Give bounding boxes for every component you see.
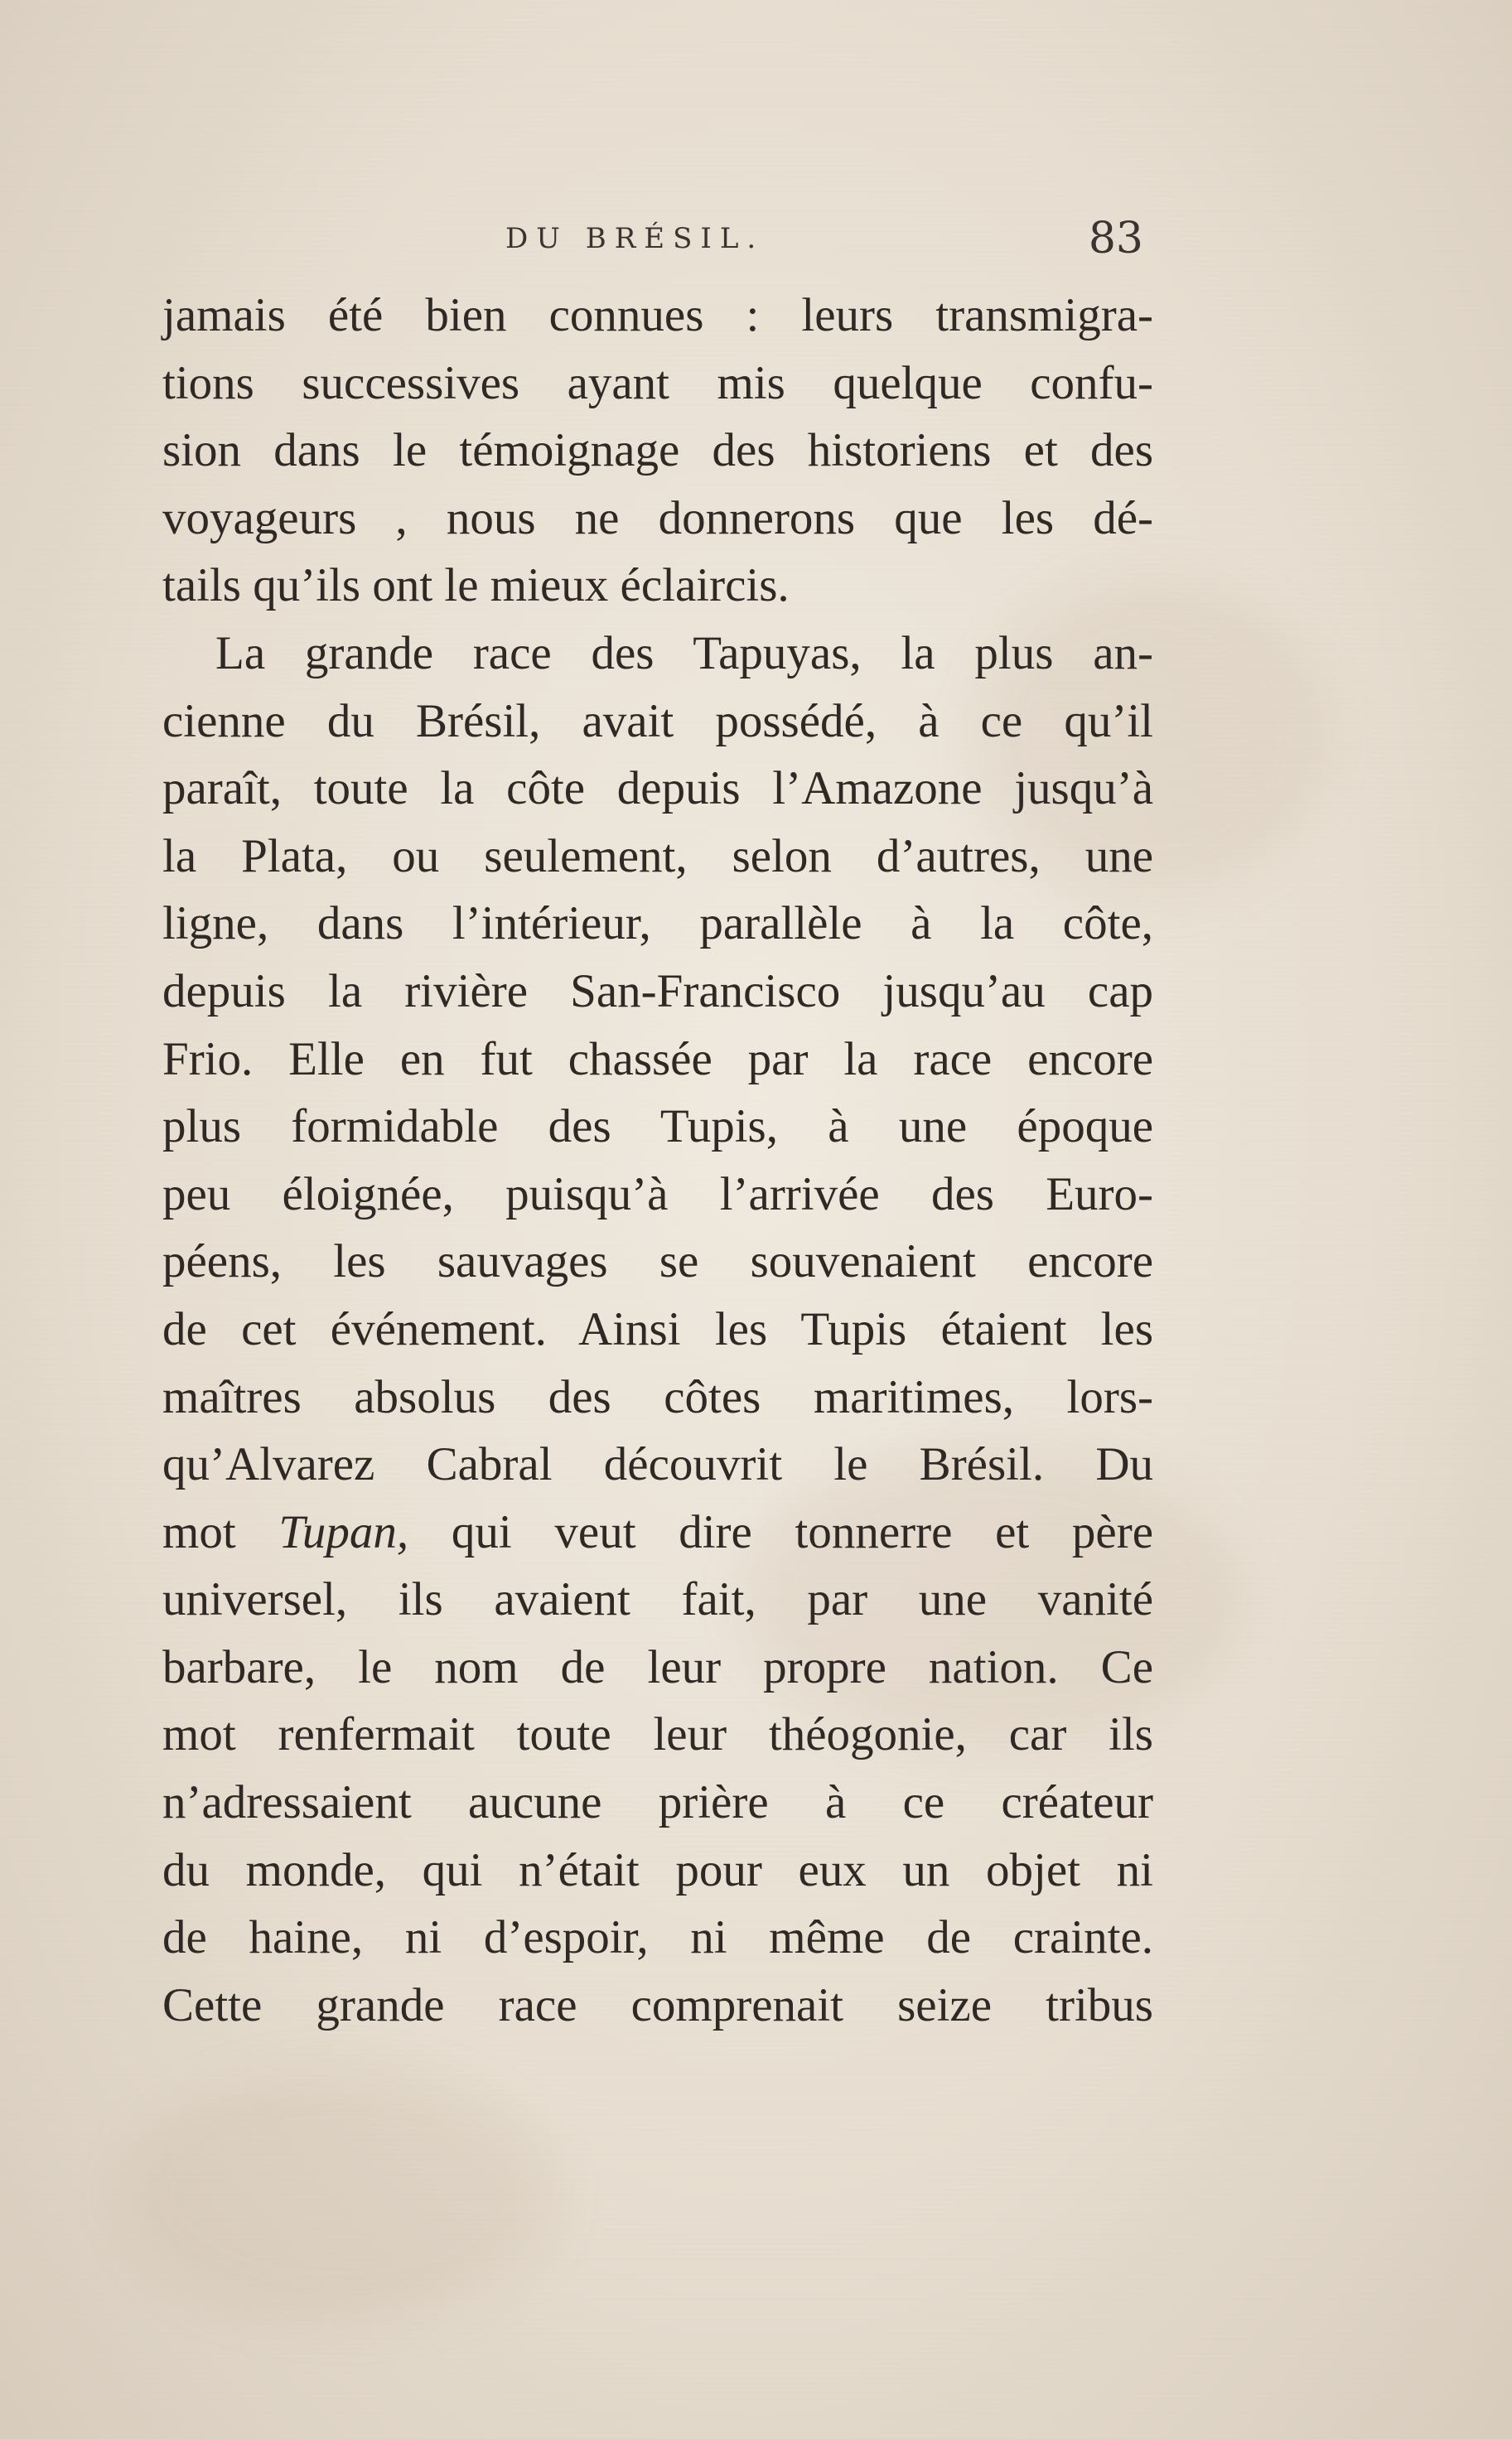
- text-line: ligne, dans l’intérieur, parallèle à la côte,: [162, 897, 1153, 950]
- text-line: jamais été bien connues : leurs transmigra-: [162, 289, 1153, 341]
- text-line: barbare, le nom de leur propre nation. Ce: [162, 1640, 1153, 1693]
- text-line: peu éloignée, puisqu’à l’arrivée des Euro-: [162, 1167, 1153, 1220]
- text-line: la Plata, ou seulement, selon d’autres, une: [162, 829, 1153, 882]
- text-line: plus formidable des Tupis, à une époque: [162, 1100, 1153, 1153]
- text-line: de cet événement. Ainsi les Tupis étaient les: [162, 1302, 1153, 1355]
- text-line: tails qu’ils ont le mieux éclaircis.: [162, 559, 790, 612]
- text-line-with-italic: [162, 1499, 1153, 1567]
- text-line: de haine, ni d’espoir, ni même de crainte.: [162, 1911, 1153, 1964]
- text-line: depuis la rivière San-Francisco jusqu’au cap: [162, 964, 1153, 1017]
- text-line: voyageurs , nous ne donnerons que les dé-: [162, 491, 1153, 544]
- text-line: n’adressaient aucune prière à ce créateur: [162, 1776, 1153, 1829]
- text-line: La grande race des Tapuyas, la plus an-: [215, 626, 1153, 679]
- text-line: Frio. Elle en fut chassée par la race encore: [162, 1032, 1153, 1085]
- text-line: cienne du Brésil, avait possédé, à ce qu’il: [162, 694, 1153, 747]
- page-header: [166, 214, 1152, 267]
- text-line: universel, ils avaient fait, par une vanité: [162, 1573, 1153, 1626]
- text-line: paraît, toute la côte depuis l’Amazone jusqu’à: [162, 762, 1153, 815]
- page-number: 83: [1088, 214, 1143, 263]
- text-segment: qui veut dire tonnerre et père: [451, 1505, 1154, 1558]
- text-line: qu’Alvarez Cabral découvrit le Brésil. Du: [162, 1438, 1153, 1491]
- text-line: mot renfermait toute leur théogonie, car ils: [162, 1708, 1153, 1761]
- running-title: DU BRÉSIL.: [505, 222, 765, 255]
- body-text: [162, 282, 1153, 2039]
- text-line: maîtres absolus des côtes maritimes, lors-: [162, 1370, 1153, 1423]
- text-line: du monde, qui n’était pour eux un objet ni: [162, 1843, 1153, 1896]
- text-line: tions successives ayant mis quelque confu-: [162, 356, 1153, 409]
- text-line: sion dans le témoignage des historiens et des: [162, 424, 1153, 477]
- text-line: Cette grande race comprenait seize tribus: [162, 1978, 1153, 2031]
- text-segment: mot: [162, 1505, 236, 1558]
- paper-stain: [124, 2071, 555, 2320]
- text-line: péens, les sauvages se souvenaient encore: [162, 1235, 1153, 1288]
- italic-word: Tupan,: [278, 1505, 409, 1558]
